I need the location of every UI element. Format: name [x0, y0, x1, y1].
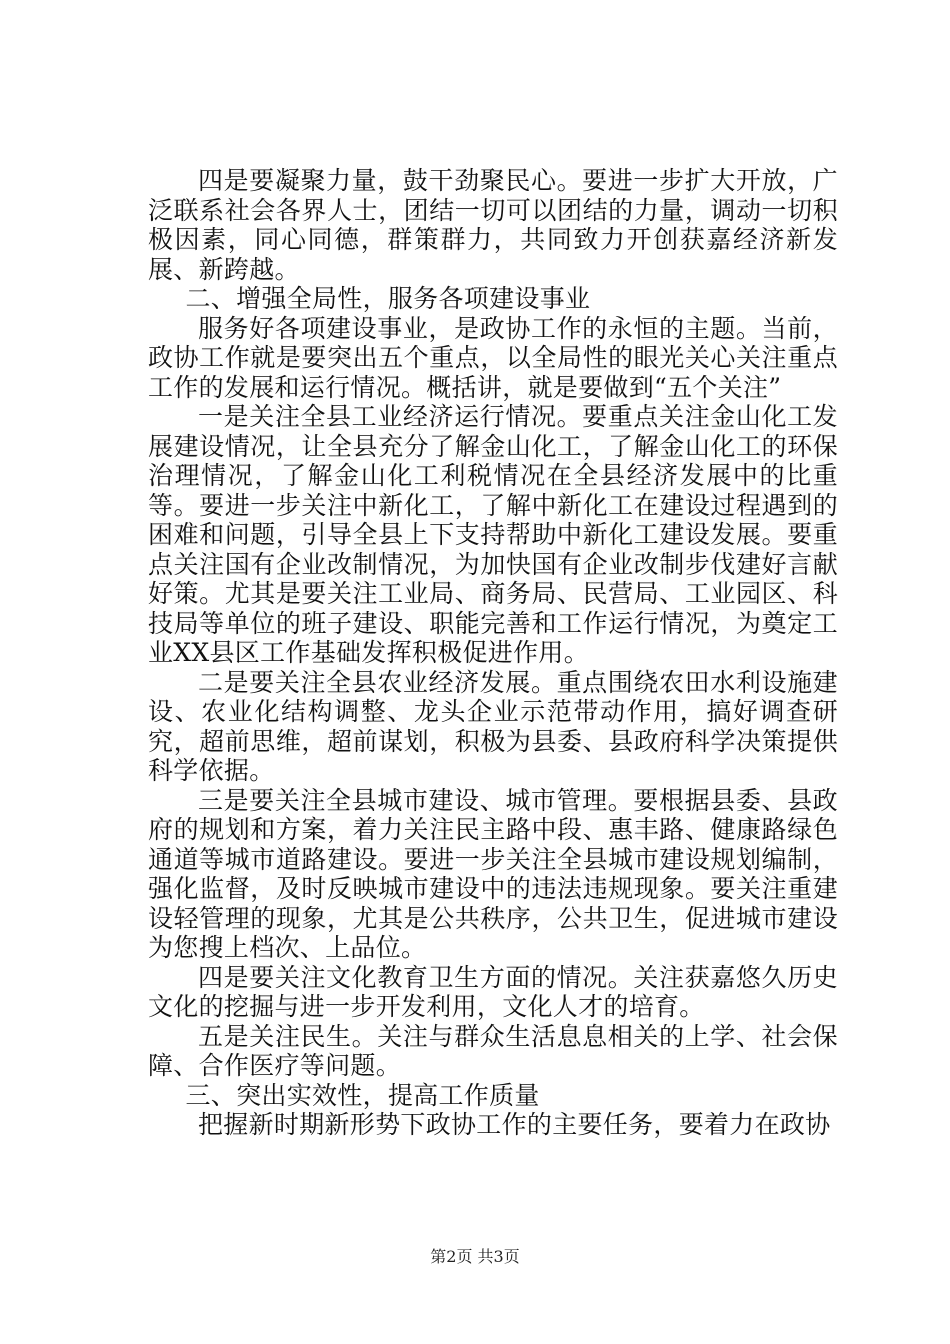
paragraph: 服务好各项建设事业，是政协工作的永恒的主题。当前，政协工作就是要突出五个重点，以全局性的眼光关心关注重点工作的发展和运行情况。概括讲，就是要做到“五个关注” [148, 313, 838, 402]
paragraph: 五是关注民生。关注与群众生活息息相关的上学、社会保障、合作医疗等问题。 [148, 1021, 838, 1080]
document-body [148, 166, 838, 1140]
paragraph: 四是要关注文化教育卫生方面的情况。关注获嘉悠久历史文化的挖掘与进一步开发利用，文化人才的培育。 [148, 962, 838, 1021]
paragraph: 把握新时期新形势下政协工作的主要任务，要着力在政协 [198, 1110, 831, 1139]
page-footer: 第2页 共3页 [430, 1247, 520, 1266]
paragraph: 三是要关注全县城市建设、城市管理。要根据县委、县政府的规划和方案，着力关注民主路中段、惠丰路、健康路绿色通道等城市道路建设。要进一步关注全县城市建设规划编制，强化监督，及时反映城市建设中的违法违规现象。要关注重建设轻管理的现象，尤其是公共秩序，公共卫生，促进城市建设为您搜上档次、上品位。 [148, 785, 838, 962]
section-heading: 三、突出实效性，提高工作质量 [185, 1080, 540, 1110]
section-heading: 二、增强全局性，服务各项建设事业 [185, 284, 591, 313]
paragraph: 二是要关注全县农业经济发展。重点围绕农田水利设施建设、农业化结构调整、龙头企业示范带动作用，搞好调查研究，超前思维，超前谋划，积极为县委、县政府科学决策提供科学依据。 [148, 667, 838, 785]
paragraph: 一是关注全县工业经济运行情况。要重点关注金山化工发展建设情况，让全县充分了解金山化工，了解金山化工的环保治理情况，了解金山化工利税情况在全县经济发展中的比重等。要进一步关注中新化工，了解中新化工在建设过程遇到的困难和问题，引导全县上下支持帮助中新化工建设发展。要重点关注国有企业改制情况，为加快国有企业改制步伐建好言献好策。尤其是要关注工业局、商务局、民营局、工业园区、科技局等单位的班子建设、职能完善和工作运行情况，为奠定工业XX县区工作基础发挥积极促进作用。 [148, 402, 838, 667]
paragraph: 四是要凝聚力量，鼓干劲聚民心。要进一步扩大开放，广泛联系社会各界人士，团结一切可以团结的力量，调动一切积极因素，同心同德，群策群力，共同致力开创获嘉经济新发展、新跨越。 [148, 166, 838, 284]
